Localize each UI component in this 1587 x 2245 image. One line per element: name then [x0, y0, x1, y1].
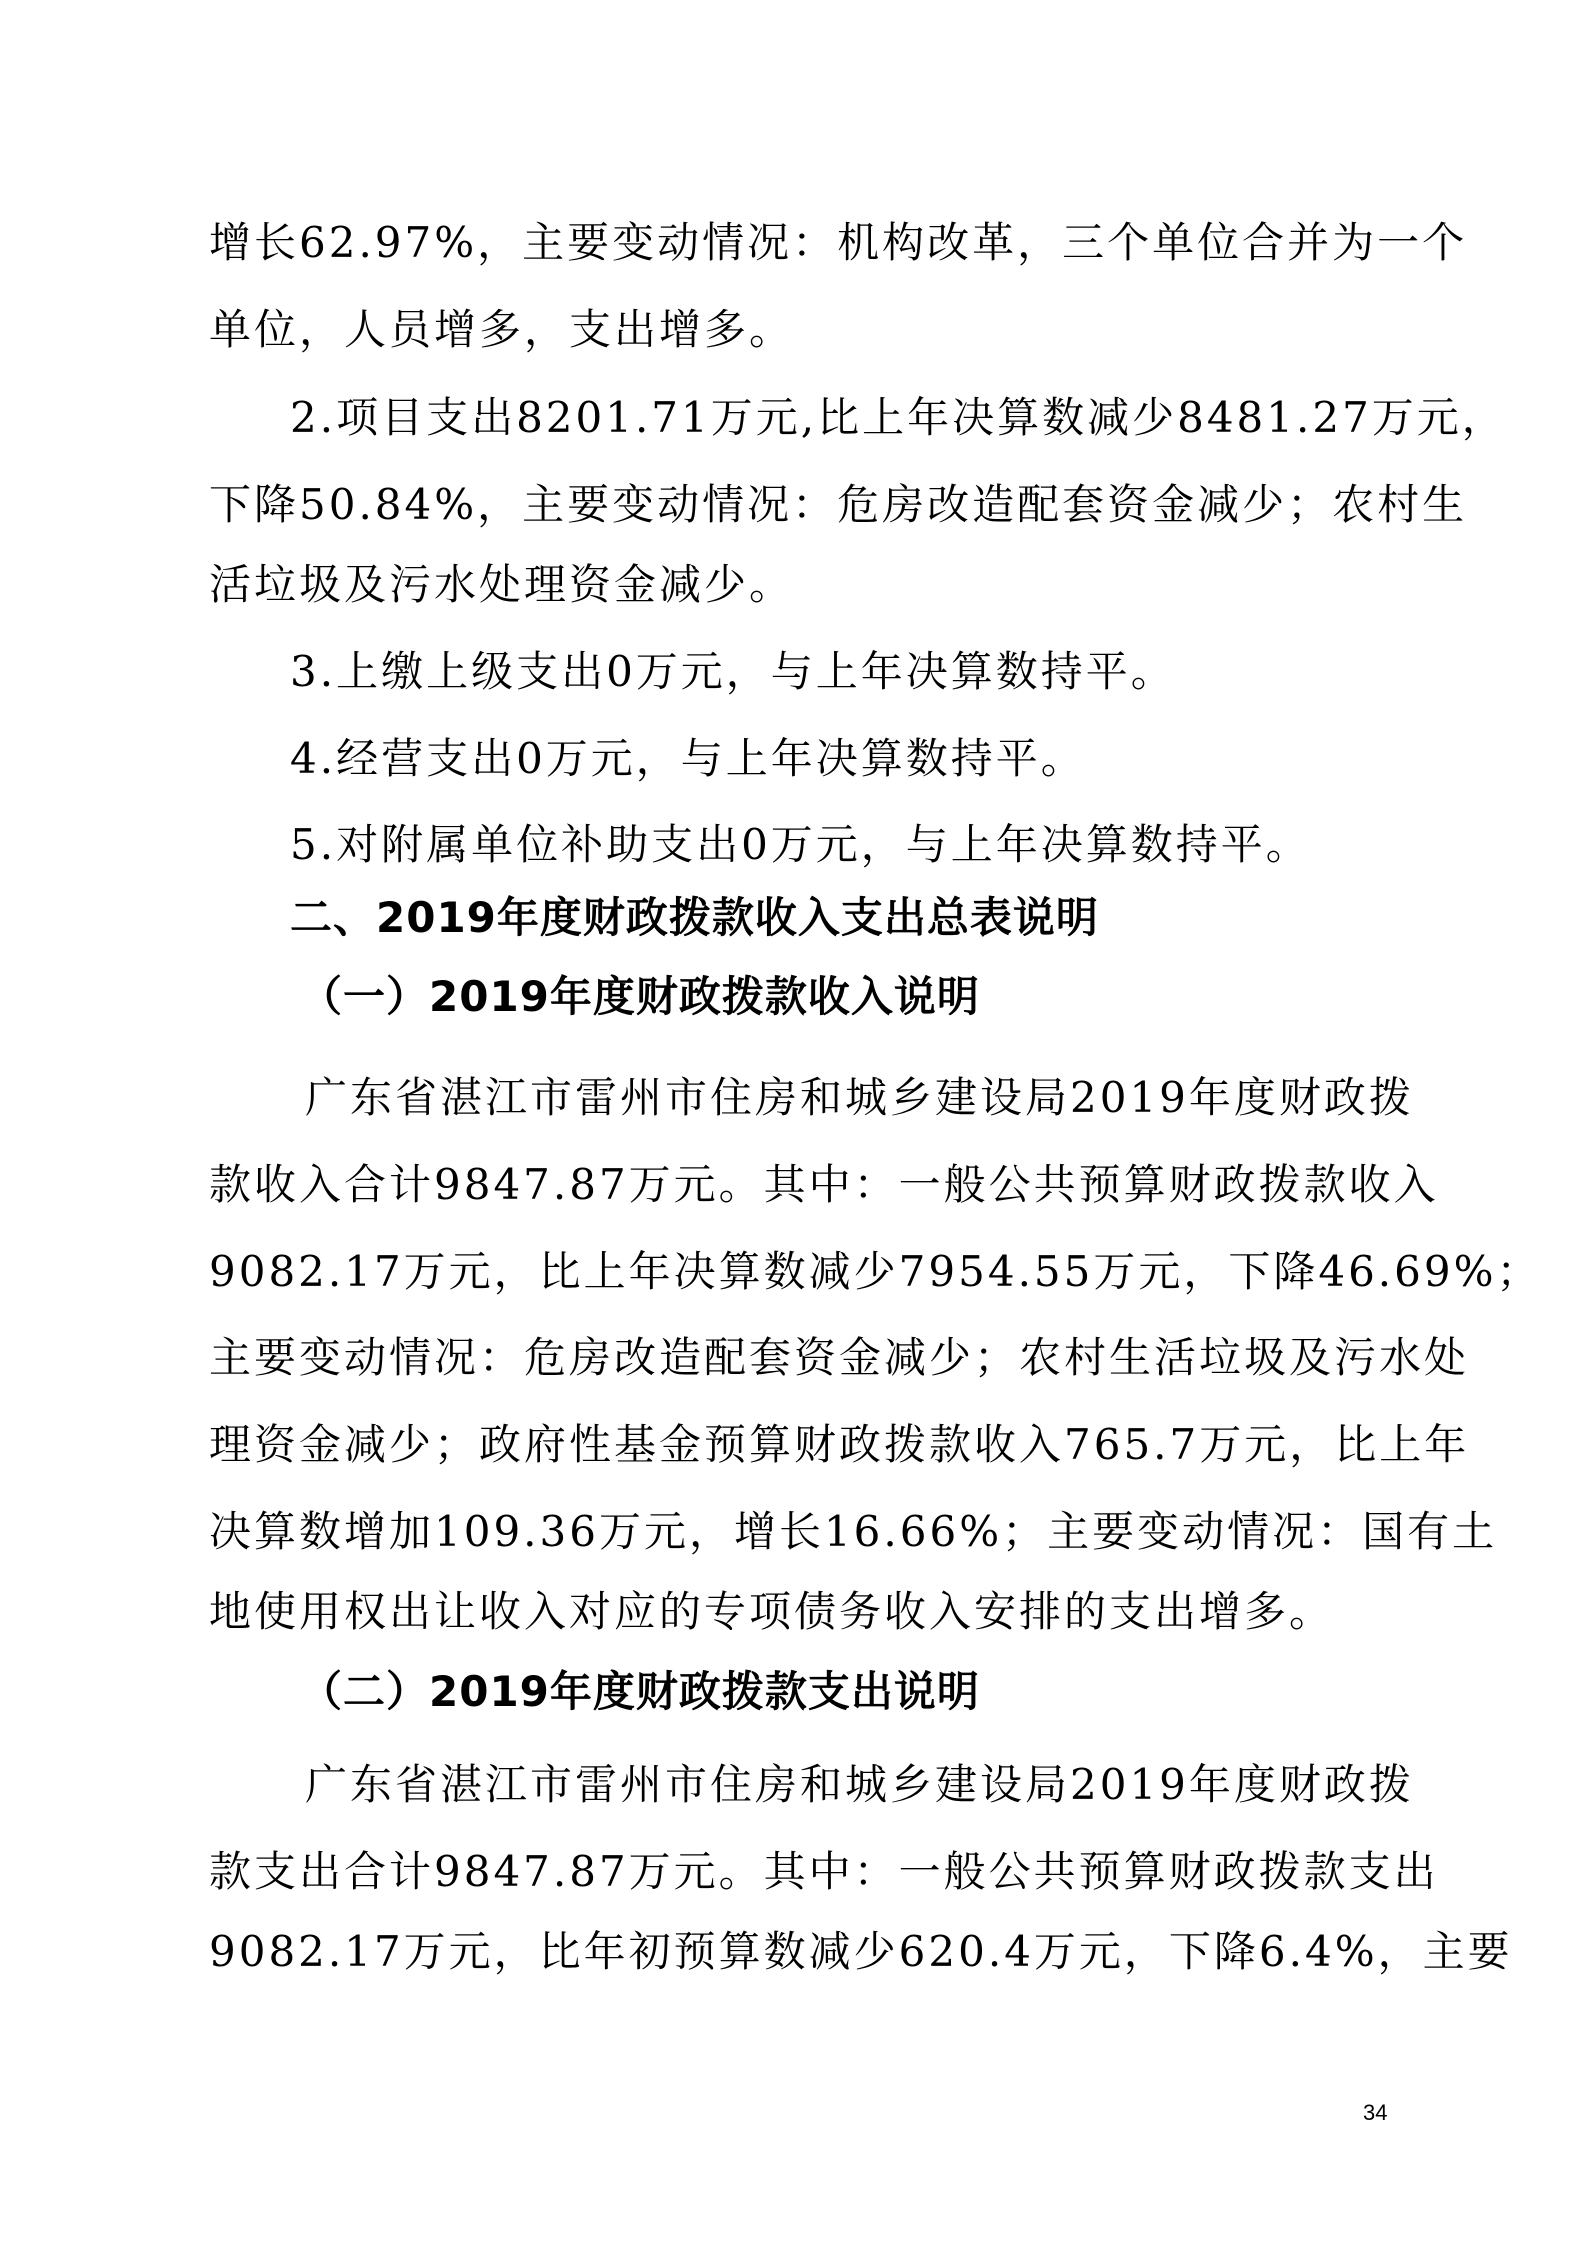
paragraph-line: 款支出合计9847.87万元。其中：一般公共预算财政拨款支出	[209, 1847, 1439, 1896]
list-item-project-expense: 2.项目支出8201.71万元,比上年决算数减少8481.27万元，	[290, 393, 1507, 442]
paragraph-line: 决算数增加109.36万元，增长16.66%；主要变动情况：国有土	[209, 1507, 1498, 1556]
list-item-operating-expense: 4.经营支出0万元，与上年决算数持平。	[290, 734, 1086, 783]
section-heading-2: 二、2019年度财政拨款收入支出总表说明	[290, 893, 1099, 942]
paragraph-line: 单位，人员增多，支出增多。	[209, 305, 795, 354]
paragraph-line: 活垃圾及污水处理资金减少。	[209, 560, 795, 609]
paragraph-line: 下降50.84%，主要变动情况：危房改造配套资金减少；农村生	[209, 480, 1468, 529]
paragraph-line: 地使用权出让收入对应的专项债务收入安排的支出增多。	[209, 1587, 1335, 1636]
subsection-heading-income: （一）2019年度财政拨款收入说明	[300, 972, 980, 1021]
paragraph-line: 理资金减少；政府性基金预算财政拨款收入765.7万元，比上年	[209, 1420, 1470, 1469]
list-item-subsidiary-subsidy: 5.对附属单位补助支出0万元，与上年决算数持平。	[290, 820, 1311, 869]
subsection-heading-expense: （二）2019年度财政拨款支出说明	[300, 1667, 980, 1716]
paragraph-line: 主要变动情况：危房改造配套资金减少；农村生活垃圾及污水处	[209, 1333, 1470, 1382]
list-item-upper-payment: 3.上缴上级支出0万元，与上年决算数持平。	[290, 647, 1176, 696]
paragraph-line: 款收入合计9847.87万元。其中：一般公共预算财政拨款收入	[209, 1160, 1439, 1209]
paragraph-line: 广东省湛江市雷州市住房和城乡建设局2019年度财政拨	[305, 1760, 1414, 1809]
paragraph-line: 9082.17万元，比年初预算数减少620.4万元，下降6.4%，主要	[209, 1927, 1513, 1976]
paragraph-line: 广东省湛江市雷州市住房和城乡建设局2019年度财政拨	[305, 1073, 1414, 1122]
page-number: 34	[1363, 2100, 1388, 2125]
paragraph-line: 增长62.97%，主要变动情况：机构改革，三个单位合并为一个	[209, 218, 1468, 267]
paragraph-line: 9082.17万元，比上年决算数减少7954.55万元，下降46.69%；	[209, 1247, 1542, 1296]
